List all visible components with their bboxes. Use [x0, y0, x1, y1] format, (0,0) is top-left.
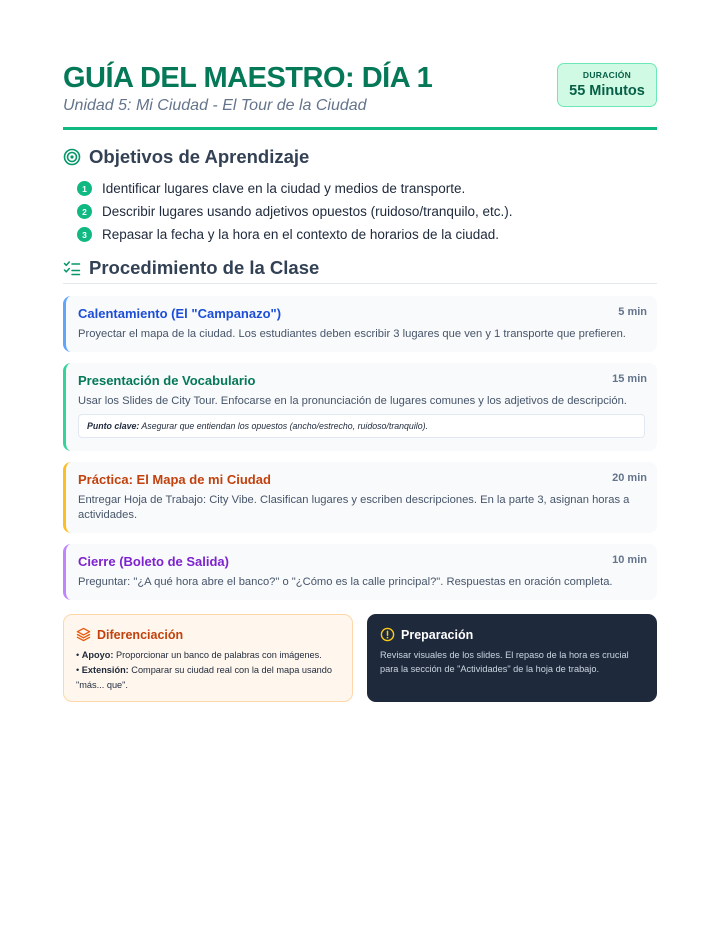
procedure-title: Procedimiento de la Clase	[89, 257, 320, 278]
section-divider	[63, 283, 657, 284]
procedure-step-warmup	[63, 296, 657, 352]
differentiation-header	[76, 627, 340, 642]
step-time: 15 min	[612, 373, 647, 385]
extension-label: Extensión:	[81, 665, 129, 675]
objectives-title: Objetivos de Aprendizaje	[89, 146, 310, 167]
step-title: Calentamiento (El "Campanazo")	[78, 306, 282, 321]
list-item	[77, 223, 512, 246]
procedure-step-closing	[63, 544, 657, 600]
objective-number: 2	[77, 204, 92, 219]
procedure-step-practice	[63, 462, 657, 533]
list-item	[77, 177, 512, 200]
objective-number: 3	[77, 227, 92, 242]
differentiation-box	[63, 614, 353, 702]
alert-circle-icon	[380, 627, 395, 642]
preparation-box	[367, 614, 657, 702]
key-point-text: Asegurar que entiendan los opuestos (ancho/estrecho, ruidoso/tranquilo).	[139, 421, 428, 431]
duration-badge	[557, 63, 657, 107]
step-title: Práctica: El Mapa de mi Ciudad	[78, 472, 271, 487]
preparation-title: Preparación	[401, 627, 474, 642]
support-line: • Apoyo: Proporcionar un banco de palabras con imágenes.	[76, 650, 322, 660]
procedure-step-vocabulary	[63, 363, 657, 451]
preparation-text: Revisar visuales de los slides. El repaso de la hora es crucial para la sección de "Actividades" de la hoja de trabajo.	[380, 650, 629, 674]
key-point-note	[78, 414, 645, 438]
page-subtitle: Unidad 5: Mi Ciudad - El Tour de la Ciudad	[63, 97, 367, 114]
support-label: Apoyo:	[81, 650, 114, 660]
objectives-list	[77, 177, 512, 246]
support-text: Proporcionar un banco de palabras con imágenes.	[113, 650, 322, 660]
extension-line: • Extensión: Comparar su ciudad real con la del mapa usando "más... que".	[76, 665, 333, 690]
step-title: Presentación de Vocabulario	[78, 373, 256, 388]
objective-text: Describir lugares usando adjetivos opuestos (ruidoso/tranquilo, etc.).	[102, 204, 513, 219]
step-description: Entregar Hoja de Trabajo: City Vibe. Clasifican lugares y escriben descripciones. En la parte 3, asignan horas a actividades.	[78, 494, 630, 521]
guide-header	[63, 60, 657, 130]
list-item	[77, 200, 512, 223]
objective-text: Repasar la fecha y la hora en el contexto de horarios de la ciudad.	[102, 227, 499, 242]
step-time: 10 min	[612, 554, 647, 566]
extension-text: Comparar su ciudad real con la del mapa usando "más... que".	[76, 665, 333, 690]
teacher-guide-page	[63, 60, 657, 690]
step-description: Usar los Slides de City Tour. Enfocarse en la pronunciación de lugares comunes y los adjetivos de descripción.	[78, 395, 627, 407]
step-time: 5 min	[618, 306, 647, 318]
layers-icon	[76, 627, 91, 642]
preparation-header	[380, 627, 644, 642]
step-description: Preguntar: "¿A qué hora abre el banco?" o "¿Cómo es la calle principal?". Respuestas en oración completa.	[78, 576, 613, 588]
procedure-section-title	[63, 257, 319, 279]
duration-value: 55 Minutos	[569, 83, 645, 99]
objective-text: Identificar lugares clave en la ciudad y medios de transporte.	[102, 181, 466, 196]
differentiation-title: Diferenciación	[97, 627, 184, 642]
duration-label: DURACIÓN	[582, 70, 632, 80]
step-time: 20 min	[612, 472, 647, 484]
step-title: Cierre (Boleto de Salida)	[78, 554, 229, 569]
step-description: Proyectar el mapa de la ciudad. Los estudiantes deben escribir 3 lugares que ven y 1 transporte que prefieren.	[78, 328, 626, 340]
objective-number: 1	[77, 181, 92, 196]
objectives-section-title	[63, 146, 309, 168]
target-icon	[63, 148, 81, 166]
page-title: GUÍA DEL MAESTRO: DÍA 1	[63, 62, 433, 94]
key-point-label: Punto clave:	[87, 421, 140, 431]
checklist-icon	[63, 259, 81, 277]
